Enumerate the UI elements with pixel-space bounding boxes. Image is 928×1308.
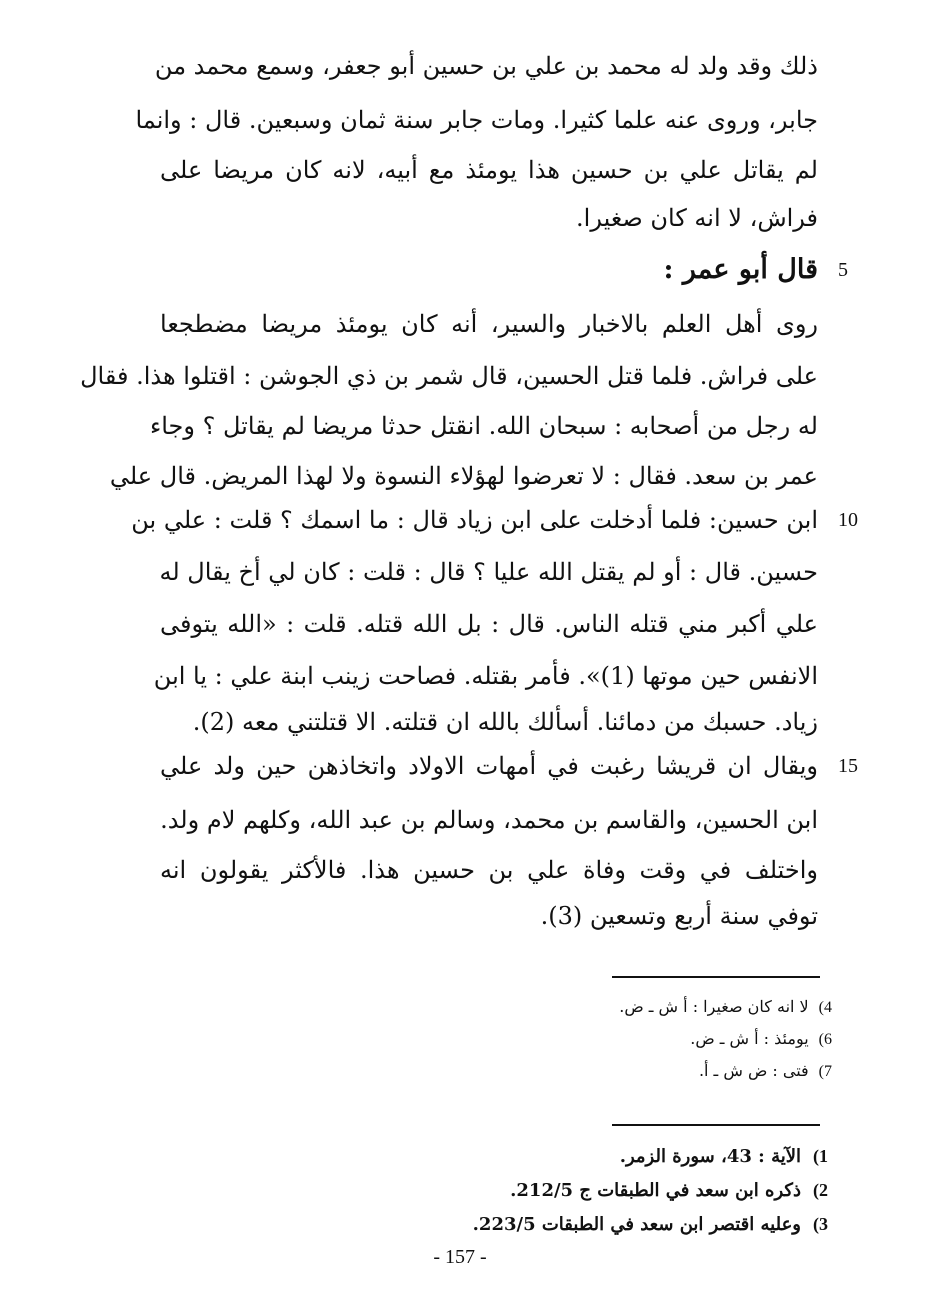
text-line-6: روى أهل العلم بالاخبار والسير، أنه كان يومئذ مريضا مضطجعا — [160, 310, 818, 338]
variant-note-text: فتى : ض ش ـ أ. — [698, 1061, 809, 1080]
text-line-16: ابن الحسين، والقاسم بن محمد، وسالم بن عبد الله، وكلهم لام ولد. — [160, 806, 818, 834]
text-line-15: ويقال ان قريشا رغبت في أمهات الاولاد واتخاذهن حين ولد علي — [160, 752, 818, 780]
line-number-10: 10 — [838, 509, 858, 531]
text-line-9: عمر بن سعد. فقال : لا تعرضوا لهؤلاء النسوة ولا لهذا المريض. قال علي — [109, 462, 818, 490]
section-heading: قال أبو عمر : — [663, 254, 818, 285]
source-note-text: ذكره ابن سعد في الطبقات ج 212/5. — [510, 1180, 801, 1201]
variant-note-number: 6) — [818, 1031, 832, 1048]
line-number-5: 5 — [838, 259, 848, 281]
source-note-number: 2) — [813, 1180, 828, 1200]
source-notes-rule — [612, 1124, 820, 1126]
source-note — [300, 1208, 828, 1241]
text-line-10: ابن حسين: فلما أدخلت على ابن زياد قال : ما اسمك ؟ قلت : علي بن — [131, 506, 818, 534]
text-line-18: توفي سنة أربع وتسعين (3). — [540, 902, 818, 930]
source-note — [300, 1174, 828, 1207]
text-line-8: له رجل من أصحابه : سبحان الله. انقتل حدثا مريضا لم يقاتل ؟ وجاء — [149, 412, 818, 440]
text-line-11: حسين. قال : أو لم يقتل الله عليا ؟ قال : قلت : كان لي أخ يقال له — [159, 558, 818, 586]
text-line-4: فراش، لا انه كان صغيرا. — [576, 204, 818, 232]
text-line-14: زياد. حسبك من دمائنا. أسألك بالله ان قتلته. الا قتلتني معه (2). — [192, 708, 818, 736]
variant-note-number: 7) — [818, 1063, 832, 1080]
text-line-1: ذلك وقد ولد له محمد بن علي بن حسين أبو جعفر، وسمع محمد من — [154, 52, 818, 80]
text-line-13: الانفس حين موتها (1)». فأمر بقتله. فصاحت زينب ابنة علي : يا ابن — [153, 662, 818, 690]
variant-note-text: لا انه كان صغيرا : أ ش ـ ض. — [619, 997, 809, 1016]
variant-note — [300, 992, 832, 1023]
page-number: - 157 - — [433, 1246, 487, 1268]
variant-note — [300, 1024, 832, 1055]
variant-notes-rule — [612, 976, 820, 978]
source-note-number: 1) — [813, 1146, 828, 1166]
text-line-2: جابر، وروى عنه علما كثيرا. ومات جابر سنة ثمان وسبعين. قال : وانما — [135, 106, 818, 134]
variant-note — [300, 1056, 832, 1087]
variant-note-text: يومئذ : أ ش ـ ض. — [690, 1029, 809, 1048]
text-line-12: علي أكبر مني قتله الناس. قال : بل الله قتله. قلت : «الله يتوفى — [160, 610, 818, 638]
text-line-17: واختلف في وقت وفاة علي بن حسين هذا. فالأكثر يقولون انه — [160, 856, 818, 884]
text-line-3: لم يقاتل علي بن حسين هذا يومئذ مع أبيه، لانه كان مريضا على — [160, 156, 818, 184]
source-note — [300, 1140, 828, 1173]
source-note-text: الآية : 43، سورة الزمر. — [619, 1146, 801, 1167]
source-note-number: 3) — [813, 1214, 828, 1234]
variant-note-number: 4) — [818, 999, 832, 1016]
source-note-text: وعليه اقتصر ابن سعد في الطبقات 223/5. — [472, 1214, 801, 1235]
text-line-7: على فراش. فلما قتل الحسين، قال شمر بن ذي الجوشن : اقتلوا هذا. فقال — [80, 362, 818, 390]
line-number-15: 15 — [838, 755, 858, 777]
